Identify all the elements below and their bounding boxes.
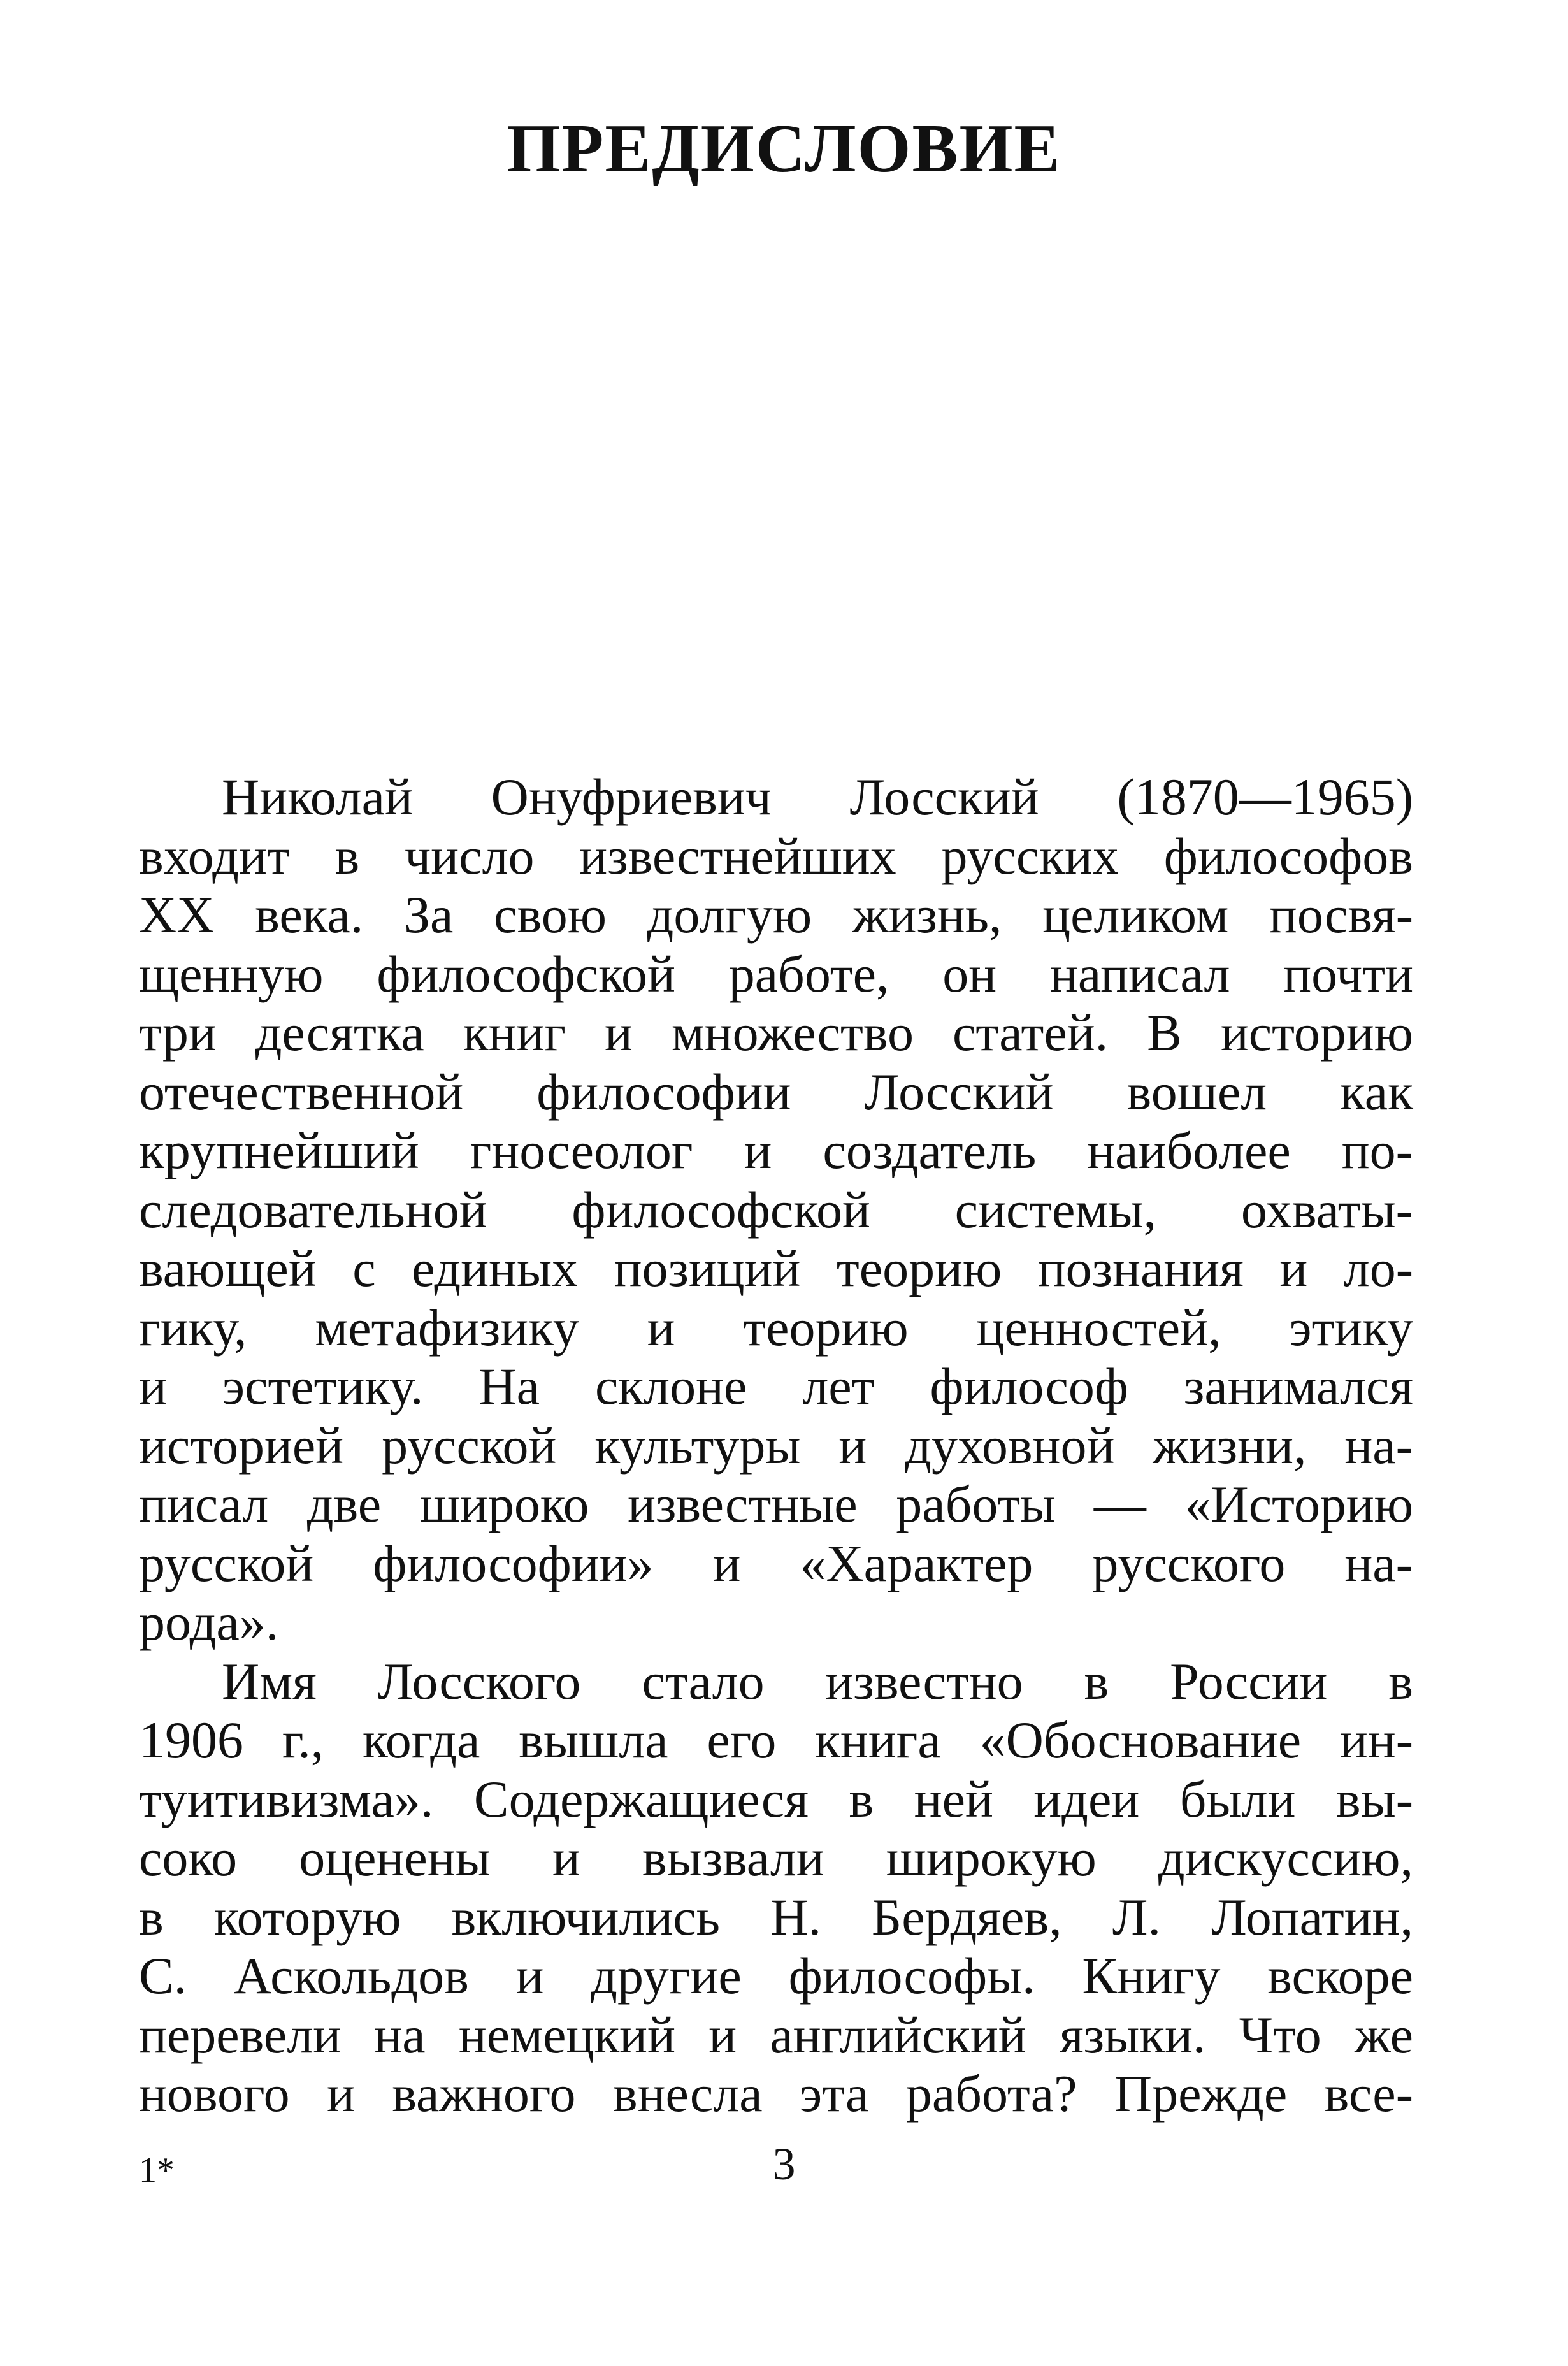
text-line: гику, метафизику и теорию ценностей, этику xyxy=(139,1298,1413,1357)
text-line: писал две широко известные работы — «Историю xyxy=(139,1475,1413,1533)
text-line: рода». xyxy=(139,1593,279,1651)
page-title: ПРЕДИСЛОВИЕ xyxy=(507,111,1061,187)
text-line: С. Аскольдов и другие философы. Книгу вскоре xyxy=(139,1947,1413,2005)
text-line: русской философии» и «Характер русского на- xyxy=(139,1534,1413,1592)
text-line: соко оценены и вызвали широкую дискуссию, xyxy=(139,1829,1413,1887)
text-line: вающей с единых позиций теорию познания и ло- xyxy=(139,1239,1413,1297)
text-line: XX века. За свою долгую жизнь, целиком посвя- xyxy=(139,886,1413,944)
body-text xyxy=(139,768,1413,2124)
text-line: отечественной философии Лосский вошел как xyxy=(139,1062,1413,1121)
text-line: Николай Онуфриевич Лосский (1870—1965) xyxy=(222,768,1413,826)
text-line: Имя Лосского стало известно в России в xyxy=(222,1652,1413,1710)
text-line: историей русской культуры и духовной жизни, на- xyxy=(139,1416,1413,1475)
signature-mark: 1* xyxy=(139,2151,175,2190)
text-line: туитивизма». Содержащиеся в ней идеи были вы- xyxy=(139,1770,1413,1828)
text-line: следовательной философской системы, охваты- xyxy=(139,1180,1413,1239)
text-line: и эстетику. На склоне лет философ занимался xyxy=(139,1357,1413,1415)
page-number: 3 xyxy=(772,2139,796,2189)
text-line: три десятка книг и множество статей. В историю xyxy=(139,1004,1413,1062)
text-line: перевели на немецкий и английский языки. Что же xyxy=(139,2005,1413,2064)
text-line: в которую включились Н. Бердяев, Л. Лопатин, xyxy=(139,1887,1413,1946)
text-line: 1906 г., когда вышла его книга «Обоснование ин- xyxy=(139,1711,1413,1769)
text-line: входит в число известнейших русских философов xyxy=(139,826,1413,885)
text-line: нового и важного внесла эта работа? Прежде все- xyxy=(139,2065,1413,2123)
text-line: щенную философской работе, он написал почти xyxy=(139,944,1413,1003)
text-line: крупнейший гносеолог и создатель наиболее по- xyxy=(139,1122,1413,1179)
